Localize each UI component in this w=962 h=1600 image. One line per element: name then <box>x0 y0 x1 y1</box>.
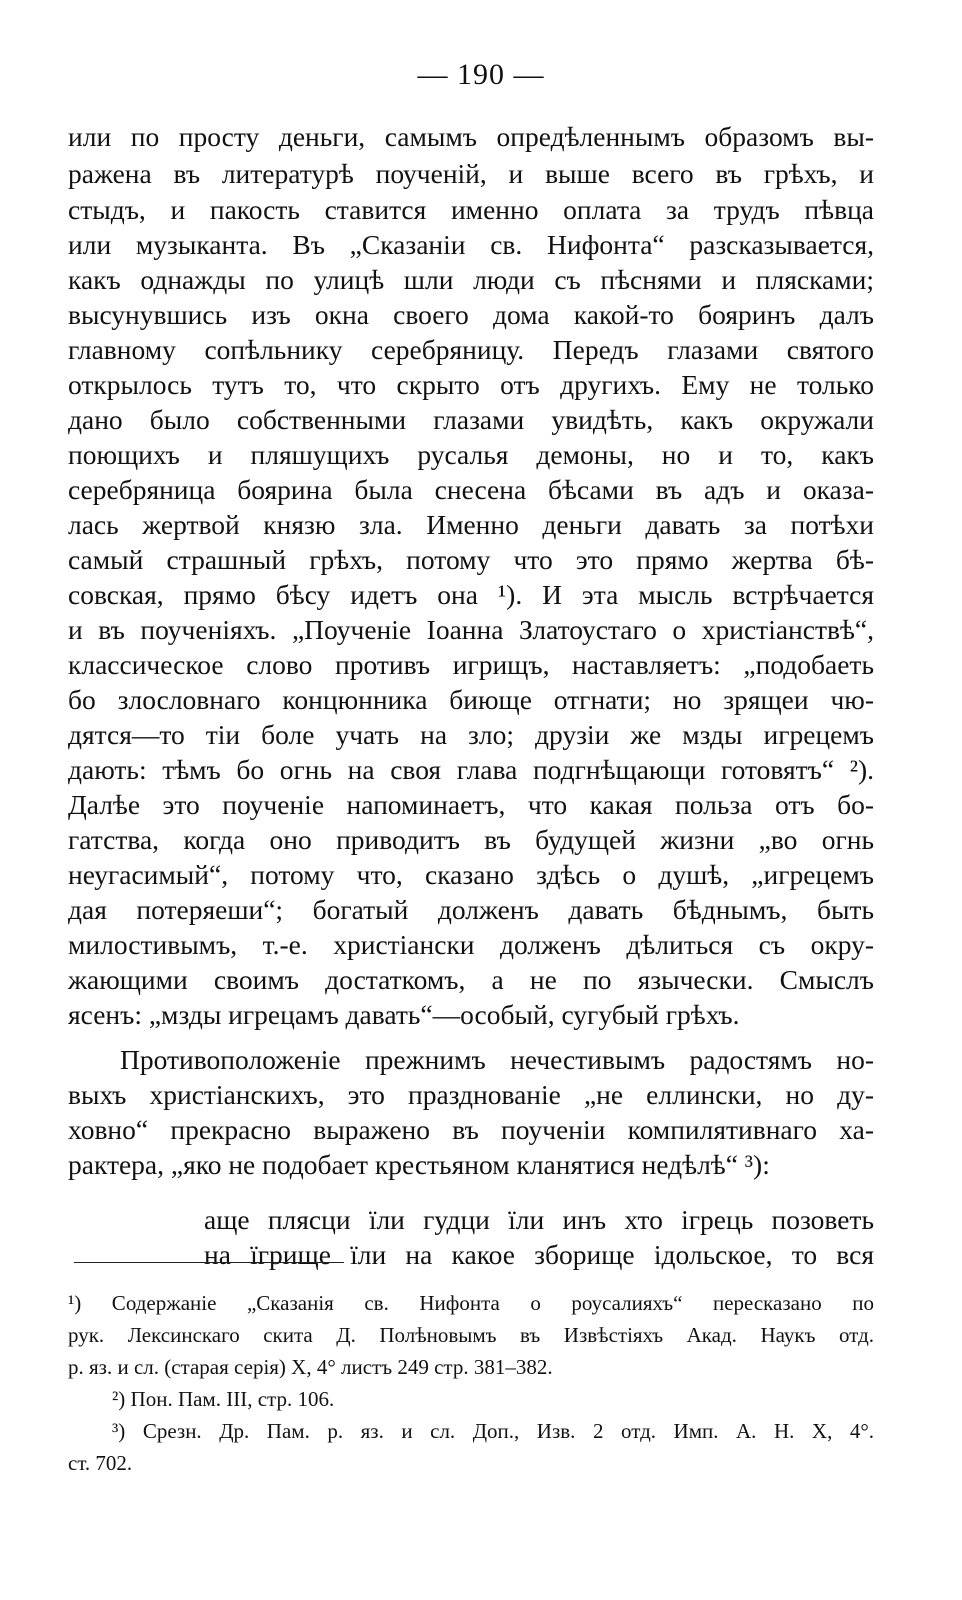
text-line: какъ однажды по улицѣ шли люди съ пѣснями и плясками; <box>68 264 874 295</box>
text-line: самый страшный грѣхъ, потому что это прямо жертва бѣ- <box>68 544 874 575</box>
text-line: главному сопѣльнику серебряницу. Передъ глазами святого <box>68 334 874 365</box>
text-line: гатства, когда оно приводитъ въ будущей жизни „во огнь <box>68 824 874 855</box>
text-line: стыдъ, и пакость ставится именно оплата за трудъ пѣвца <box>68 194 874 225</box>
footnote-line: ³) Срезн. Др. Пам. р. яз. и сл. Доп., Изв. 2 отд. Имп. А. Н. X, 4°. <box>112 1419 874 1443</box>
text-line: выхъ христіанскихъ, это празднованіе „не еллински, но ду- <box>68 1079 874 1110</box>
text-line: дятся—то тіи боле учать на зло; друзіи же мзды игрецемъ <box>68 719 874 750</box>
text-line: Далѣе это поученіе напоминаетъ, что какая польза отъ бо- <box>68 789 874 820</box>
text-line: Противоположеніе прежнимъ нечестивымъ радостямъ но- <box>120 1044 874 1075</box>
footnote-line: ¹) Содержаніе „Сказанія св. Нифонта о роусалияхъ“ пересказано по <box>68 1291 874 1315</box>
text-line: и въ поученіяхъ. „Поученіе Іоанна Златоустаго о христіанствѣ“, <box>68 614 874 645</box>
footnote-line: рук. Лексинскаго скита Д. Полѣновымъ въ Извѣстіяхъ Акад. Наукъ отд. <box>68 1323 874 1347</box>
text-line: поющихъ и пляшущихъ русалья демоны, но и то, какъ <box>68 439 874 470</box>
text-line: классическое слово противъ игрищъ, наставляетъ: „подобаеть <box>68 649 874 680</box>
page-number: — 190 — <box>417 58 545 91</box>
footnote-line: ²) Пон. Пам. III, стр. 106. <box>112 1387 335 1411</box>
text-line: жающими своимъ достаткомъ, а не по язычески. Смыслъ <box>68 964 874 995</box>
text-line: неугасимый“, потому что, сказано здѣсь о душѣ, „игрецемъ <box>68 859 874 890</box>
text-line: ражена въ литературѣ поученій, и выше всего въ грѣхъ, и <box>68 158 874 189</box>
text-line: серебряница боярина была снесена бѣсами въ адъ и оказа- <box>68 474 874 505</box>
text-line: дая потеряеши“; богатый долженъ давать бѣднымъ, быть <box>68 894 874 925</box>
footnote-line: ст. 702. <box>68 1451 133 1475</box>
text-line: совская, прямо бѣсу идетъ она ¹). И эта мысль встрѣчается <box>68 579 874 610</box>
text-line: рактера, „яко не подобает крестьяном кланятися недѣлѣ“ ³): <box>68 1149 770 1180</box>
text-line: бо злословнаго концюнника биюще отгнати; но зрящеи чю- <box>68 684 874 715</box>
text-line: милостивымъ, т.-е. христіански долженъ дѣлиться съ окру- <box>68 929 874 960</box>
text-line: высунувшись изъ окна своего дома какой-то бояринъ далъ <box>68 299 874 330</box>
text-line: или музыканта. Въ „Сказаніи св. Нифонта“ разсказывается, <box>68 229 874 260</box>
text-line: открылось тутъ то, что скрыто отъ другихъ. Ему не только <box>68 369 874 400</box>
quote-line: аще плясци їли гудци їли инъ хто ігрець позоветь <box>204 1204 874 1235</box>
text-line: дають: тѣмъ бо огнь на своя глава подгнѣщающи готовятъ“ ²). <box>68 754 874 785</box>
footnote-line: р. яз. и сл. (старая серія) X, 4° листъ 249 стр. 381–382. <box>68 1355 553 1379</box>
text-line: дано было собственными глазами увидѣть, какъ окружали <box>68 404 874 435</box>
footnote-separator <box>74 1262 344 1263</box>
text-line: лась жертвой князю зла. Именно деньги давать за потѣхи <box>68 509 874 540</box>
text-line: ясенъ: „мзды игрецамъ давать“—особый, сугубый грѣхъ. <box>68 999 740 1030</box>
quote-line: на їгрище їли на какое зборище ідольское, то вся <box>204 1239 874 1270</box>
text-line: или по просту деньги, самымъ опредѣленнымъ образомъ вы- <box>68 121 874 152</box>
text-line: ховно“ прекрасно выражено въ поученіи компилятивнаго ха- <box>68 1114 874 1145</box>
